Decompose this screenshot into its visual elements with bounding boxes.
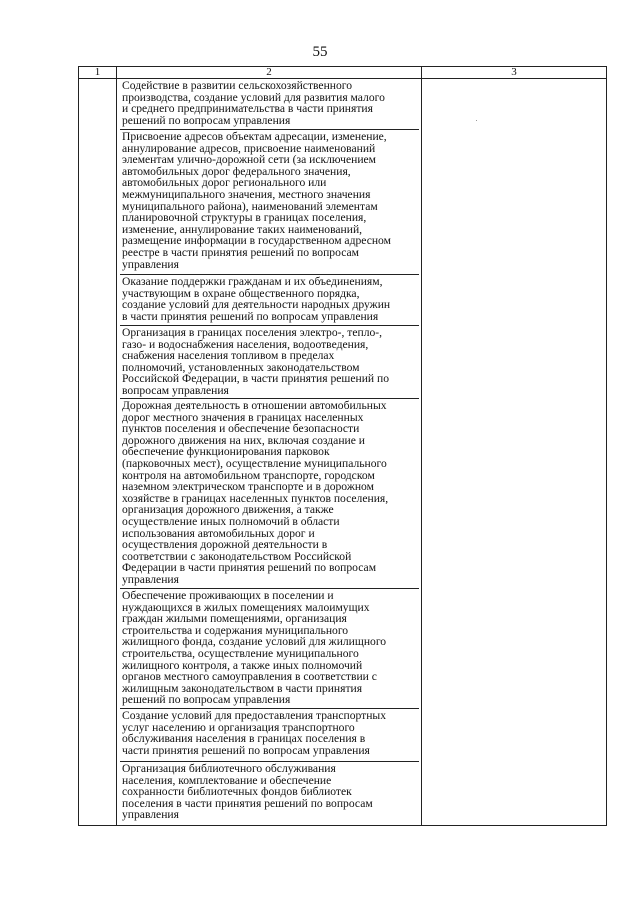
table-row: Создание условий для предоставления транспортных услуг населению и организация транспортного обслуживания населения в границах поселения в части принятия решений по вопросам управления xyxy=(120,709,419,762)
column-header-2: 2 xyxy=(117,67,422,79)
table-header-row xyxy=(79,67,607,79)
scan-speck xyxy=(476,120,477,121)
page-number: 55 xyxy=(312,44,328,60)
table-row: Присвоение адресов объектам адресации, изменение, аннулирование адресов, присвоение наименований элементам улично-дорожной сети (за исключением автомобильных дорог федерального значения, автомобильных дорог регионального или межмуниципального значения, местного значения муниципального района), наименований элементам планировочной структуры в границах поселения, изменение, аннулирование таких наименований, размещение информации в государственном адресном реестре в части принятия решений по вопросам управления xyxy=(120,130,419,275)
table-body-row xyxy=(79,79,607,826)
column-header-3: 3 xyxy=(422,67,607,79)
column-2-cell xyxy=(117,79,422,826)
document-table xyxy=(78,66,607,826)
table-row: Дорожная деятельность в отношении автомобильных дорог местного значения в границах населенных пунктов поселения и обеспечение безопасности дорожного движения на них, включая создание и обеспечение функционирования парковок (парковочных мест), осуществление муниципального контроля на автомобильном транспорте, городском наземном электрическом транспорте и в дорожном хозяйстве в границах населенных пунктов поселения, организация дорожного движения, а также осуществление иных полномочий в области использования автомобильных дорог и осуществления дорожной деятельности в соответствии с законодательством Российской Федерации в части принятия решений по вопросам управления xyxy=(120,399,419,589)
table-row: Организация в границах поселения электро-, тепло-, газо- и водоснабжения населения, водоотведения, снабжения населения топливом в пределах полномочий, установленных законодательством Российской Федерации, в части принятия решений по вопросам управления xyxy=(120,326,419,399)
table-row: Организация библиотечного обслуживания населения, комплектование и обеспечение сохранности библиотечных фондов библиотек поселения в части принятия решений по вопросам управления xyxy=(122,762,373,822)
column-3-cell xyxy=(422,79,607,826)
column-header-1: 1 xyxy=(79,67,117,79)
table-row: Обеспечение проживающих в поселении и нуждающихся в жилых помещениях малоимущих граждан жилыми помещениями, организация строительства и содержания муниципального жилищного фонда, создание условий для жилищного строительства, осуществление муниципального жилищного контроля, а также иных полномочий органов местного самоуправления в соответствии с жилищным законодательством в части принятия решений по вопросам управления xyxy=(120,589,419,709)
table-row: Содействие в развитии сельскохозяйственного производства, создание условий для развития малого и среднего предпринимательства в части принятия решений по вопросам управления xyxy=(120,79,419,130)
column-1-cell xyxy=(79,79,117,826)
table-row: Оказание поддержки гражданам и их объединениям, участвующим в охране общественного порядка, создание условий для деятельности народных дружин в части принятия решений по вопросам управления xyxy=(120,275,419,326)
